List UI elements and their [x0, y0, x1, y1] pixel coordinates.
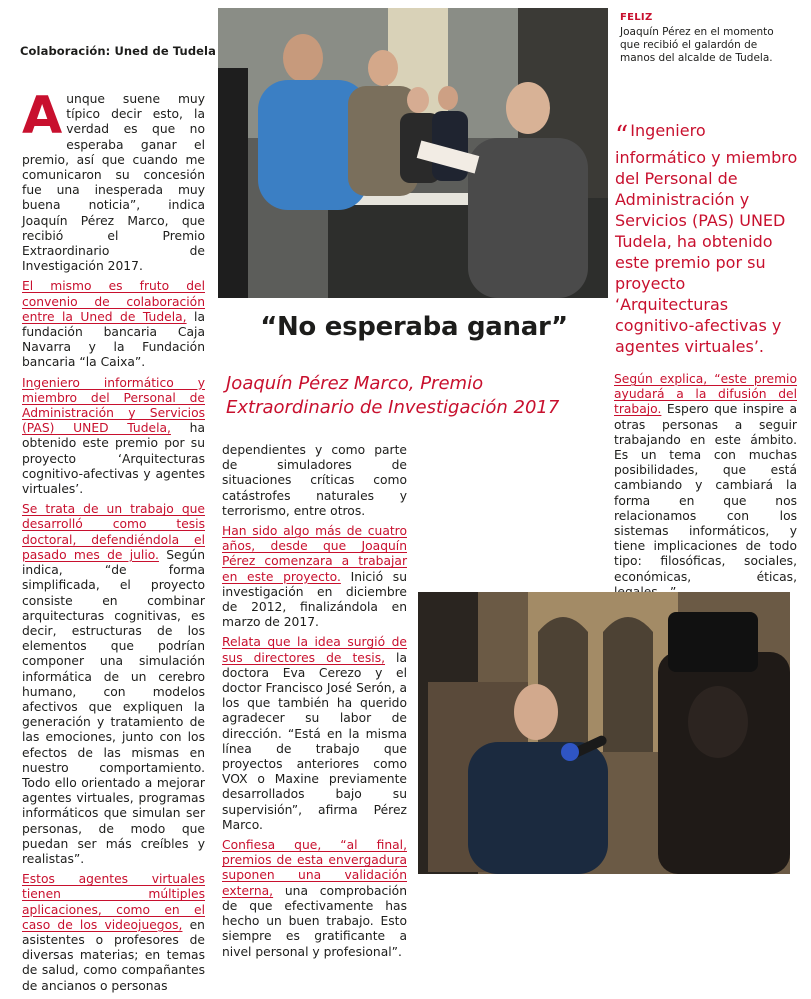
photo-caption: Joaquín Pérez en el momento que recibió el galardón de manos del alcalde de Tudela. — [620, 26, 774, 64]
paragraph-text: la fundación bancaria Caja Navarra y la Fundación bancaria “la Caixa”. — [22, 309, 205, 370]
headline: “No esperaba ganar” — [260, 312, 568, 342]
pull-quote — [615, 120, 800, 357]
highlight-text: Se trata de un trabajo que desarrolló como tesis doctoral, defendiéndola el pasado mes de julio. — [22, 502, 205, 562]
subheadline: Joaquín Pérez Marco, Premio Extraordinario de Investigación 2017 — [226, 373, 560, 418]
drop-cap: A — [22, 86, 63, 146]
caption-tag: FELIZ — [620, 12, 653, 23]
paragraph-text: la doctora Eva Cerezo y el doctor Francisco José Serón, a los que también ha querido agradecer su labor de dirección. “Está en la misma línea de trabajo que proyectos anteriores como VOX o Maxine previamente desarrollados bajo su supervisión”, afirma Pérez Marco. — [222, 650, 407, 832]
paragraph — [614, 372, 797, 600]
paragraph — [22, 86, 205, 274]
paragraph-text: Según indica, “de forma simplificada, el proyecto consiste en combinar arquitecturas cognitivas, es decir, estructuras de los elementos que podrían componer una simulación informática de un cerebro humano, con modelos afectivos que expliquen la generación y tratamiento de las emociones, junto con los efectos de las mismas en nuestro comportamiento. Todo ello orientado a mejorar agentes virtuales, programas informáticos que simulan ser personas, de modo que puedan ser más creíbles y realistas”. — [22, 547, 205, 866]
paragraph-text: una comprobación de que efectivamente has hecho un buen trabajo. Esto siempre es gratificante a nivel personal y profesional”. — [222, 883, 407, 959]
highlight-text: Confiesa que, “al final, premios de esta envergadura suponen una validación externa, — [222, 838, 407, 898]
award-ceremony-photo — [218, 8, 608, 298]
paragraph — [22, 376, 205, 498]
paragraph-text: unque suene muy típico decir esto, la verdad es que no esperaba ganar el premio, así que cuando me comunicaron su concesión fue una inesperada muy buena noticia”, indica Joaquín Pérez Marco, que recibió el Premio Extraordinario de Investigación 2017. — [22, 92, 205, 274]
paragraph — [222, 524, 407, 630]
interview-photo — [418, 592, 790, 874]
paragraph-text: Inició su investigación en diciembre de 2012, finalizándola en marzo de 2017. — [222, 569, 408, 630]
paragraph — [22, 872, 205, 994]
highlight-text: Relata que la idea surgió de sus directores de tesis, — [222, 635, 407, 665]
paragraph-text: dependientes y como parte de simuladores de situaciones críticas como catástrofes naturales y terrorismo, entre otros. — [222, 443, 407, 518]
quote-mark: “ — [615, 121, 629, 151]
paragraph-text: en asistentes o profesores de diversas materias; en temas de salud, como compañantes de ancianos o personas — [22, 917, 205, 993]
highlight-text: Según explica, “este premio ayudará a la difusión del trabajo. — [614, 372, 797, 417]
section-label: Colaboración: Uned de Tudela — [20, 44, 216, 58]
award-photo-illustration — [218, 8, 608, 298]
highlight-text: Estos agentes virtuales tienen múltiples aplicaciones, como en el caso de los videojuegos, — [22, 872, 205, 932]
paragraph — [22, 502, 205, 867]
interview-photo-illustration — [418, 592, 790, 874]
highlight-text: Ingeniero informático y miembro del Personal de Administración y Servicios (PAS) UNED Tudela, — [22, 375, 205, 436]
paragraph-text: Espero que inspire a otras personas a seguir trabajando en este ámbito. Es un tema con muchas posibilidades, que está cambiando y cambiará la forma en que nos relacionamos con los sistemas informáticos, y tiene implicaciones de todo tipo: filosóficas, sociales, económicas, éticas, — [614, 402, 797, 584]
highlight-text: Han sido algo más de cuatro años, desde que Joaquín Pérez comenzara a trabajar en este proyecto. — [222, 524, 407, 584]
pull-quote-text: Ingeniero informático y miembro del Personal de Administración y Servicios (PAS) UNED Tudela, ha obtenido este premio por su proyecto ‘Arquitecturas cognitivo-afectivas y agentes virtuales’. — [615, 121, 798, 356]
article-column-2 — [222, 443, 407, 965]
paragraph — [222, 635, 407, 833]
highlight-text: El mismo es fruto del convenio de colaboración entre la Uned de Tudela, — [22, 279, 205, 324]
article-column-3 — [614, 372, 797, 605]
article-column-1 — [22, 86, 205, 999]
paragraph — [222, 838, 407, 960]
paragraph-text: ha obtenido este premio por su proyecto ‘Arquitecturas cognitivo-afectivas y agentes virtuales’. — [22, 421, 205, 497]
paragraph — [222, 443, 407, 519]
paragraph — [22, 279, 205, 370]
